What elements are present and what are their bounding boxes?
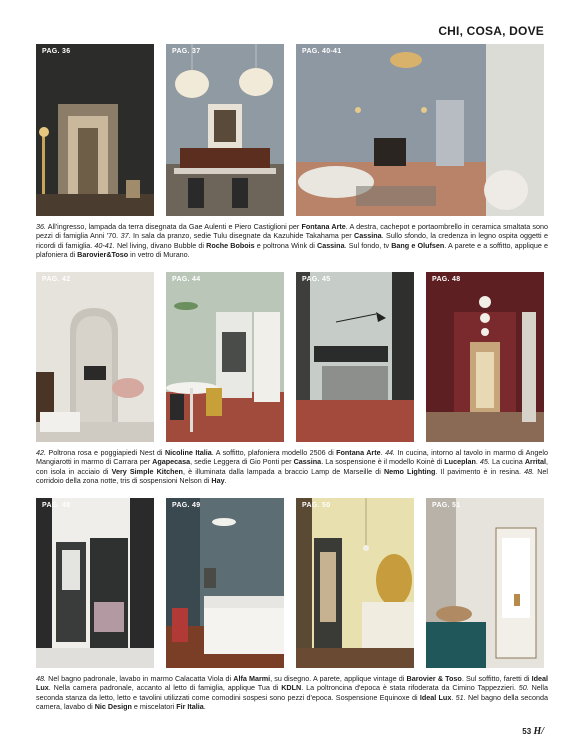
page-tag: PAG. 48 xyxy=(42,502,71,509)
page-tag: PAG. 50 xyxy=(302,502,331,509)
brand: Cassina xyxy=(354,231,382,241)
brand: Luceplan xyxy=(444,457,476,467)
brand: Very Simple Kitchen xyxy=(111,466,183,476)
caption-ref: 40-41. xyxy=(94,240,115,250)
photo-kitchen-table xyxy=(166,272,284,442)
page-tag: PAG. 44 xyxy=(172,276,201,283)
photo-corridor xyxy=(426,272,544,442)
brand: Fontana Arte xyxy=(336,448,381,457)
caption-row-3: 48. Nel bagno padronale, lavabo in marmo Calacatta Viola di Alfa Marmi, su disegno. A parete, applique vintage di Barovier & Toso. Sul soffitto, faretti di Ideal Lux. Nella camera padronale, accanto al letto di famiglia, applique Tua di KDLN. La poltroncina d'epoca è stata rifoderata da Cimino Tappezzieri. 50. Nella seconda stanza da letto, letto e tavolini utilizzati come comodini sospesi sono pezzi d'epoca. Sospensione Equinoxe di Ideal Lux. 51. Nel bagno della seconda camera, lavabo di Nic Design e miscelatori Fir Italia. xyxy=(36,674,549,712)
brand: Nic Design xyxy=(94,702,132,712)
photo-master-bedroom xyxy=(166,498,284,668)
brand: Fir Italia xyxy=(176,702,204,712)
page-tag: PAG. 51 xyxy=(432,502,461,509)
page-tag: PAG. 40-41 xyxy=(302,48,342,55)
page-number: 53 xyxy=(522,727,532,736)
photo-entrance xyxy=(36,44,154,216)
brand: Barovier&Toso xyxy=(77,250,129,260)
brand: Cassina xyxy=(293,457,322,467)
section-title: CHI, COSA, DOVE xyxy=(438,24,544,38)
magazine-logo: H/ xyxy=(533,726,544,737)
caption-ref: 42. xyxy=(36,448,46,457)
brand: Agapecasa xyxy=(152,457,191,467)
brand: Fontana Arte xyxy=(301,222,346,231)
caption-ref: 48. xyxy=(524,466,535,476)
page-tag: PAG. 48 xyxy=(432,276,461,283)
brand: Cassina xyxy=(317,240,345,250)
photo-master-bathroom xyxy=(36,498,154,668)
photo-second-bedroom xyxy=(296,498,414,668)
caption-row-1: 36. All'ingresso, lampada da terra disegnata da Gae Aulenti e Piero Castiglioni per Fontana Arte. A destra, cachepot e portaombrello in ceramica smaltata sono pezzi di famiglia Anni '70. 37. In sala da pranzo, sedie Tulu disegnate da Kazuhide Takahama per Cassina. Sullo sfondo, la credenza in legno ospita oggetti e ricordi di famiglia. 40-41. Nel living, divano Bubble di Roche Bobois e poltrona Wink di Cassina. Sul fondo, tv Bang e Olufsen. A parete e a soffitto, applique e plafoniera di Barovier&Toso in vetro di Murano. xyxy=(36,222,549,260)
brand: Barovier & Toso xyxy=(406,674,462,683)
brand: Hay xyxy=(211,476,225,486)
page-tag: PAG. 49 xyxy=(172,502,201,509)
caption-ref: 51. xyxy=(455,692,466,702)
brand: Bang e Olufsen xyxy=(391,240,445,250)
brand: Roche Bobois xyxy=(206,240,255,250)
caption-ref: 44. xyxy=(385,448,396,457)
brand: Alfa Marmi xyxy=(233,674,271,683)
brand: Nicoline Italia xyxy=(164,448,212,457)
caption-ref: 48. xyxy=(36,674,46,683)
caption-row-2: 42. Poltrona rosa e poggiapiedi Nest di Nicoline Italia. A soffitto, plafoniera modello 2506 di Fontana Arte. 44. In cucina, intorno al tavolo in marmo di Angelo Mangiarotti in marmo di Carrara per Agapecasa, sedie Leggera di Gio Ponti per Cassina. La sospensione è il modello Koinè di Luceplan. 45. La cucina Arrital, con isola in acciaio di Very Simple Kitchen, è illuminata dalla lampada a braccio Lamp de Marseille di Nemo Lighting. Il pavimento è in resina. 48. Nel corridoio della zona notte, tris di sospensioni Nelson di Hay. xyxy=(36,448,549,486)
page-tag: PAG. 37 xyxy=(172,48,201,55)
caption-ref: 45. xyxy=(479,457,490,467)
page-tag: PAG. 36 xyxy=(42,48,71,55)
page-tag: PAG. 42 xyxy=(42,276,71,283)
photo-second-bathroom xyxy=(426,498,544,668)
caption-ref: 50. xyxy=(518,683,529,693)
brand: KDLN xyxy=(281,683,302,693)
brand: Nemo Lighting xyxy=(383,466,436,476)
photo-kitchen-island xyxy=(296,272,414,442)
brand: Ideal Lux xyxy=(36,674,548,693)
caption-ref: 36. xyxy=(36,222,46,231)
page-tag: PAG. 45 xyxy=(302,276,331,283)
brand: Arrital xyxy=(524,457,547,467)
page-footer xyxy=(522,726,544,737)
photo-dining-room xyxy=(166,44,284,216)
caption-ref: 37. xyxy=(120,231,131,241)
photo-living-room xyxy=(296,44,544,216)
brand: Ideal Lux xyxy=(419,692,452,702)
photo-armchair xyxy=(36,272,154,442)
